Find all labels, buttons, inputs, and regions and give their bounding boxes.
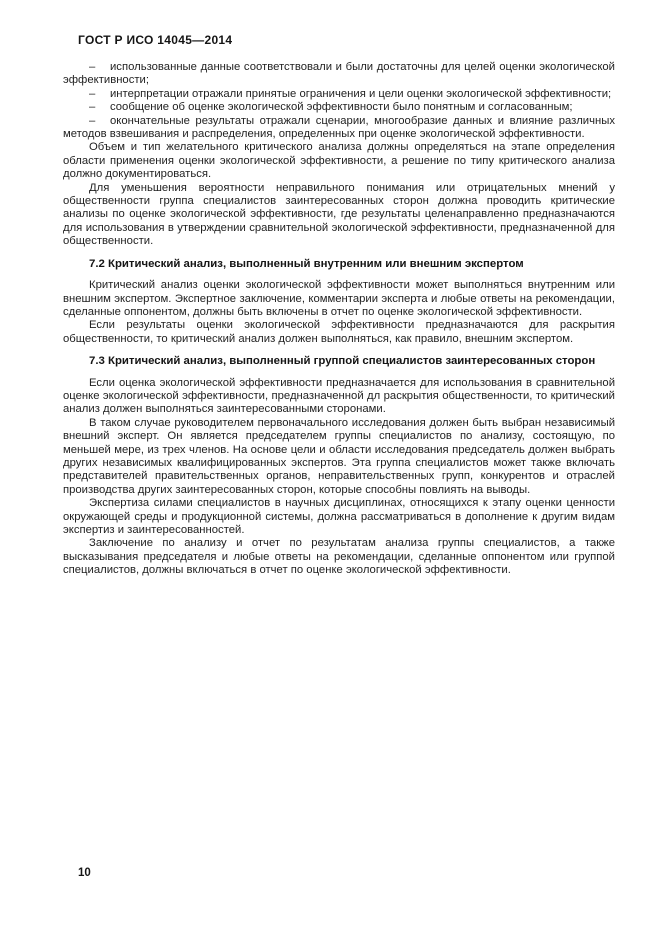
page-number: 10 (78, 867, 91, 879)
list-item-text: интерпретации отражали принятые ограничения и цели оценки экологической эффективности; (110, 87, 612, 100)
dash-marker: – (89, 61, 96, 73)
paragraph: Экспертиза силами специалистов в научных дисциплинах, относящихся к этапу оценки ценности окружающей среды и продукционной системы, должна рассматриваться в дополнение к другим видам экспертиз и заинтересованностей. (63, 497, 615, 536)
paragraph: Если оценка экологической эффективности предназначается для использования в сравнительной оценке экологической эффективности, предназначенной дл раскрытия общественности, то критический анализ должен выполняться заинтересованными сторонами. (63, 376, 615, 416)
section-heading-7-2: 7.2 Критический анализ, выполненный внутренним или внешним экспертом (89, 257, 524, 270)
running-header: ГОСТ Р ИСО 14045—2014 (78, 33, 233, 47)
list-item-text: использованные данные соответствовали и были достаточны для целей оценки экологической эффективности; (63, 61, 615, 87)
list-item-text: окончательные результаты отражали сценарии, многообразие данных и влияние различных методов взвешивания и распределения, определенных при оценке экологической эффективности. (63, 114, 615, 141)
section-heading-7-3: 7.3 Критический анализ, выполненный группой специалистов заинтересованных сторон (89, 355, 596, 368)
dash-marker: – (89, 87, 96, 100)
paragraph: Объем и тип желательного критического анализа должны определяться на этапе определения области применения оценки экологической эффективности, а решение по типу критического анализа должно документироваться. (63, 141, 615, 181)
dash-marker: – (89, 101, 96, 114)
paragraph: Если результаты оценки экологической эффективности предназначаются для раскрытия общественности, то критический анализ должен выполняться, как правило, внешним экспертом. (63, 319, 615, 345)
document-body (63, 61, 615, 578)
paragraph: Для уменьшения вероятности неправильного понимания или отрицательных мнений у общественности группа специалистов заинтересованных сторон должна проводить критические анализы по оценке экологической эффективности, где результаты целенаправленно предназначаются для использования в утверждении сравнительной экологической эффективности, предназначенной для общественности. (63, 181, 615, 248)
paragraph: Критический анализ оценки экологической эффективности может выполняться внутренним или внешним экспертом. Экспертное заключение, комментарии эксперта и любые ответы на рекомендации, сделанные оппонентом, должны быть включены в отчет по оценке экологической эффективности. (63, 279, 615, 318)
paragraph: В таком случае руководителем первоначального исследования должен быть выбран независимый внешний эксперт. Он является председателем группы специалистов по анализу, состоящую, по меньшей мере, из трех членов. На основе цели и области исследования председатель должен выбрать других независимых квалифицированных экспертов. Эта группа специалистов может также включать представителей правительственных органов, неправительственных групп, конкурентов и отраслей производства других заинтересованных сторон, которые способны повлиять на выводы. (63, 416, 615, 496)
list-item (63, 101, 615, 114)
paragraph: Заключение по анализу и отчет по результатам анализа группы специалистов, а также высказывания председателя и любые ответы на рекомендации, сделанные оппонентом или группой специалистов, должны включаться в отчет по оценке экологической эффективности. (63, 537, 615, 577)
list-item (63, 115, 615, 142)
list-item (63, 88, 615, 101)
list-item (63, 61, 615, 88)
dash-marker: – (89, 114, 96, 127)
list-item-text: сообщение об оценке экологической эффективности было понятным и согласованным; (110, 101, 573, 114)
